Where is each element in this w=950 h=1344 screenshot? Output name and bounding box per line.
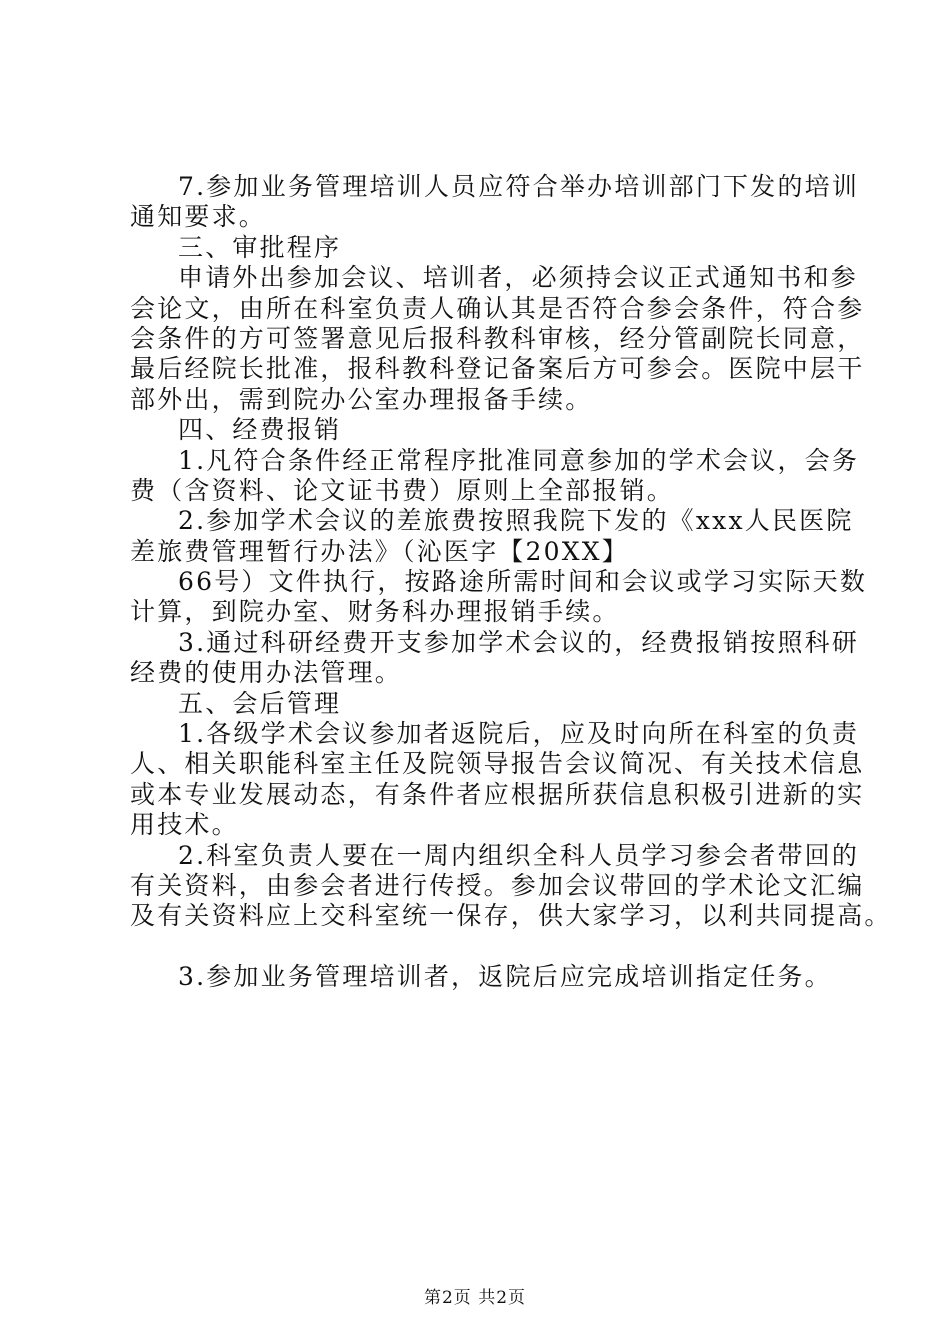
paragraph-line: 66号）文件执行，按路途所需时间和会议或学习实际天数 — [178, 567, 868, 597]
paragraph-line: 申请外出参加会议、培训者，必须持会议正式通知书和参 — [178, 263, 859, 293]
paragraph-line: 1.各级学术会议参加者返院后，应及时向所在科室的负责 — [178, 719, 860, 749]
paragraph-line: 通知要求。 — [130, 202, 267, 232]
paragraph-line: 3.通过科研经费开支参加学术会议的，经费报销按照科研 — [178, 627, 860, 657]
paragraph-line: 人、相关职能科室主任及院领导报告会议简况、有关技术信息 — [130, 749, 865, 779]
paragraph-line: 用技术。 — [130, 810, 239, 840]
paragraph-line: 及有关资料应上交科室统一保存，供大家学习，以利共同提高。 — [130, 901, 892, 931]
paragraph-line: 费（含资料、论文证书费）原则上全部报销。 — [130, 475, 675, 505]
page-footer: 第2页 共2页 — [423, 1288, 527, 1308]
paragraph-line: 3.参加业务管理培训者，返院后应完成培训指定任务。 — [178, 961, 832, 991]
paragraph-line: 计算，到院办室、财务科办理报销手续。 — [130, 597, 620, 627]
paragraph-line: 2.科室负责人要在一周内组织全科人员学习参会者带回的 — [178, 840, 860, 870]
paragraph-line: 2.参加学术会议的差旅费按照我院下发的《xxx人民医院 — [178, 506, 854, 536]
section-heading: 五、会后管理 — [178, 688, 342, 718]
section-heading: 三、审批程序 — [178, 232, 342, 262]
paragraph-line: 部外出，需到院办公室办理报备手续。 — [130, 384, 593, 414]
paragraph-line: 会论文，由所在科室负责人确认其是否符合参会条件，符合参 — [130, 293, 865, 323]
paragraph-line: 最后经院长批准，报科教科登记备案后方可参会。医院中层干 — [130, 354, 865, 384]
section-heading: 四、经费报销 — [178, 415, 342, 445]
paragraph-line: 1.凡符合条件经正常程序批准同意参加的学术会议，会务 — [178, 445, 860, 475]
paragraph-line: 经费的使用办法管理。 — [130, 658, 403, 688]
paragraph-line: 7.参加业务管理培训人员应符合举办培训部门下发的培训 — [178, 172, 860, 201]
paragraph-gap — [130, 932, 850, 962]
paragraph-line: 会条件的方可签署意见后报科教科审核，经分管副院长同意， — [130, 323, 865, 353]
paragraph-line: 差旅费管理暂行办法》（沁医字【20XX】 — [130, 536, 629, 566]
document-body — [130, 172, 892, 992]
paragraph-line: 有关资料，由参会者进行传授。参加会议带回的学术论文汇编 — [130, 870, 865, 900]
paragraph-line: 或本专业发展动态，有条件者应根据所获信息积极引进新的实 — [130, 779, 865, 809]
